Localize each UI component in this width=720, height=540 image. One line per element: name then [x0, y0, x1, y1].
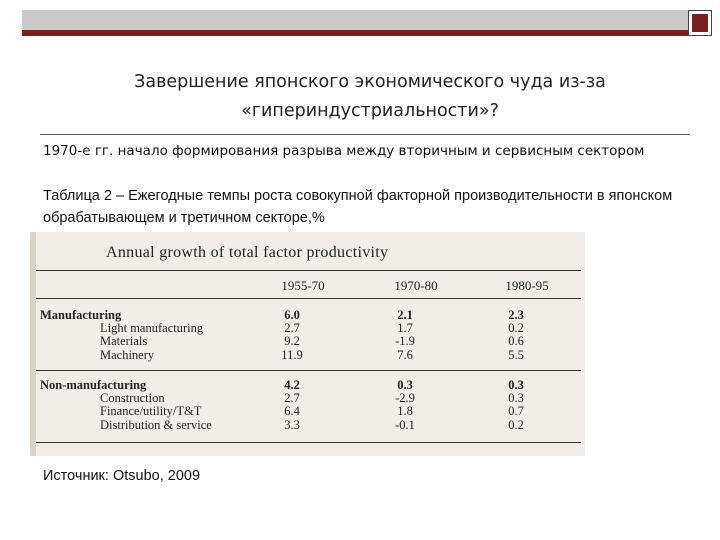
table-row — [36, 378, 581, 392]
col-header-3: 1980-95 — [505, 278, 549, 293]
row-value: 2.7 — [284, 321, 300, 335]
section-rule — [36, 370, 581, 371]
row-value: 0.3 — [508, 378, 524, 392]
row-label: Light manufacturing — [100, 321, 204, 335]
row-value: 0.2 — [508, 418, 524, 432]
table-bottom-rule — [36, 442, 581, 443]
table-row — [36, 418, 581, 432]
row-value: -0.1 — [395, 418, 415, 432]
corner-square-fill — [692, 14, 708, 32]
col-header-2: 1970-80 — [394, 278, 438, 293]
table-row — [36, 334, 581, 348]
row-value: 1.8 — [397, 404, 413, 418]
row-value: 2.3 — [508, 308, 524, 322]
table-row — [36, 391, 581, 405]
tfp-table-image — [30, 232, 585, 456]
corner-square — [688, 10, 712, 36]
row-label: Finance/utility/T&T — [100, 404, 202, 418]
row-value: 0.3 — [397, 378, 413, 392]
row-value: 6.0 — [284, 308, 300, 322]
row-value: 0.6 — [508, 334, 524, 348]
row-value: 0.3 — [508, 391, 524, 405]
slide-title-line2: «гипериндустриальности»? — [241, 101, 499, 121]
table-row — [36, 404, 581, 418]
table-row — [36, 308, 581, 322]
row-value: 7.6 — [397, 348, 413, 362]
col-header-1: 1955-70 — [281, 278, 325, 293]
slide-title-line1: Завершение японского экономического чуда из-за — [134, 72, 606, 92]
title-divider — [40, 134, 690, 135]
header-band — [22, 10, 690, 30]
slide-title — [60, 68, 680, 126]
intro-paragraph: 1970-е гг. начало формирования разрыва между вторичным и сервисным сектором — [43, 143, 645, 159]
row-value: 3.3 — [284, 418, 300, 432]
row-value: 4.2 — [284, 378, 300, 392]
row-label: Distribution & service — [100, 418, 212, 432]
row-value: 5.5 — [508, 348, 524, 362]
row-label: Non-manufacturing — [40, 378, 147, 392]
row-label: Machinery — [100, 348, 155, 362]
row-value: -1.9 — [395, 334, 415, 348]
row-value: -2.9 — [395, 391, 415, 405]
header-accent-line — [22, 30, 690, 36]
table-row — [36, 348, 581, 362]
row-value: 9.2 — [284, 334, 300, 348]
source-note: Источник: Otsubo, 2009 — [43, 468, 201, 484]
row-value: 2.1 — [397, 308, 413, 322]
table-top-rule — [36, 270, 581, 271]
row-value: 0.7 — [508, 404, 524, 418]
row-label: Materials — [100, 334, 148, 348]
row-label: Construction — [100, 391, 165, 405]
row-value: 2.7 — [284, 391, 300, 405]
row-label: Manufacturing — [40, 308, 122, 322]
row-value: 11.9 — [281, 348, 303, 362]
row-value: 1.7 — [397, 321, 413, 335]
table-title: Annual growth of total factor productivity — [106, 244, 389, 261]
table-caption: Таблица 2 – Ежегодные темпы роста совокупной факторной производительности в японском обрабатывающем и третичном секторе,% — [43, 188, 673, 226]
header-rule — [36, 298, 581, 299]
row-value: 0.2 — [508, 321, 524, 335]
table-row — [36, 321, 581, 335]
row-value: 6.4 — [284, 404, 300, 418]
